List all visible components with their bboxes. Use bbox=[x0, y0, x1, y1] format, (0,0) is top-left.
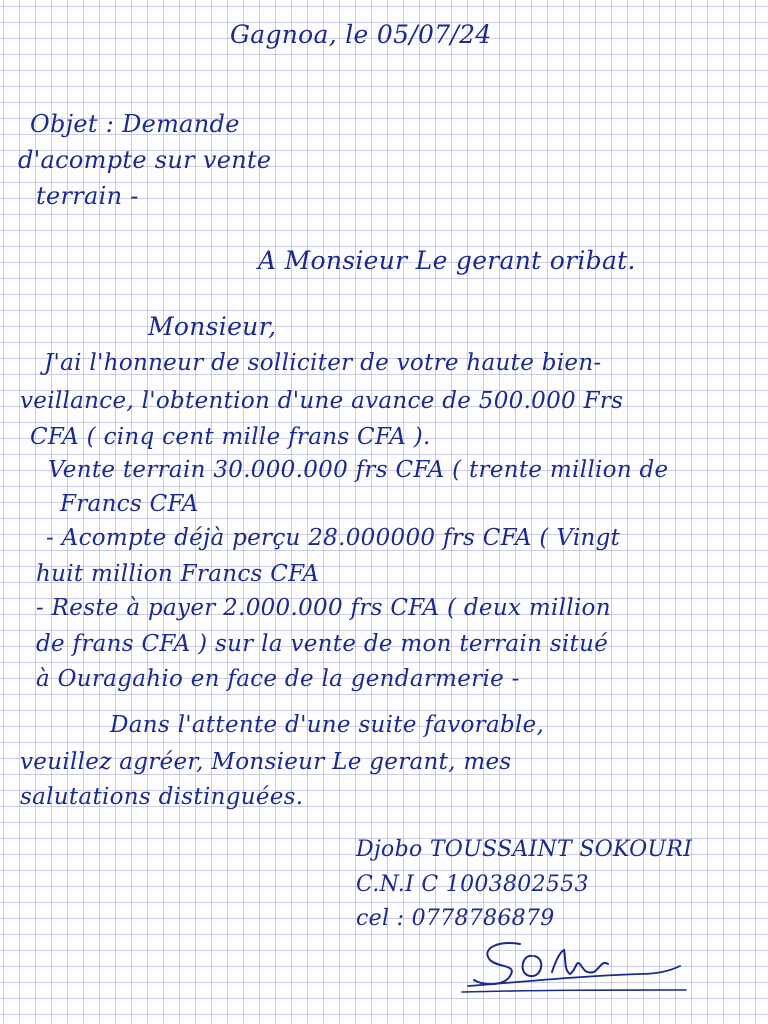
closing-line: salutations distinguées. bbox=[20, 784, 304, 810]
sender-cni: C.N.I C 1003802553 bbox=[356, 872, 589, 897]
sender-name: Djobo TOUSSAINT SOKOURI bbox=[356, 837, 693, 862]
closing-line: Dans l'attente d'une suite favorable, bbox=[110, 712, 545, 738]
handwritten-signature bbox=[460, 930, 690, 1000]
closing-line: veuillez agréer, Monsieur Le gerant, mes bbox=[20, 749, 512, 775]
sender-phone: cel : 0778786879 bbox=[356, 906, 555, 931]
body-line: à Ouragahio en face de la gendarmerie - bbox=[36, 666, 520, 692]
body-line: huit million Francs CFA bbox=[36, 561, 320, 587]
letter-salutation: Monsieur, bbox=[148, 312, 277, 341]
body-line: - Reste à payer 2.000.000 frs CFA ( deux million bbox=[36, 595, 611, 621]
object-line-2: d'acompte sur vente bbox=[18, 146, 272, 174]
body-line: CFA ( cinq cent mille frans CFA ). bbox=[30, 424, 431, 450]
body-line: Vente terrain 30.000.000 frs CFA ( trente million de bbox=[48, 457, 669, 483]
body-line: Francs CFA bbox=[60, 491, 199, 517]
letter-recipient: A Monsieur Le gerant oribat. bbox=[258, 246, 636, 275]
object-line-3: terrain - bbox=[36, 182, 139, 210]
body-line: veillance, l'obtention d'une avance de 500.000 Frs bbox=[20, 388, 624, 414]
body-line: - Acompte déjà perçu 28.000000 frs CFA ( Vingt bbox=[46, 525, 621, 551]
object-line-1: Objet : Demande bbox=[30, 110, 240, 138]
body-line: de frans CFA ) sur la vente de mon terrain situé bbox=[36, 631, 609, 657]
body-line: J'ai l'honneur de solliciter de votre haute bien- bbox=[44, 350, 602, 376]
letter-date-line: Gagnoa, le 05/07/24 bbox=[230, 20, 492, 49]
